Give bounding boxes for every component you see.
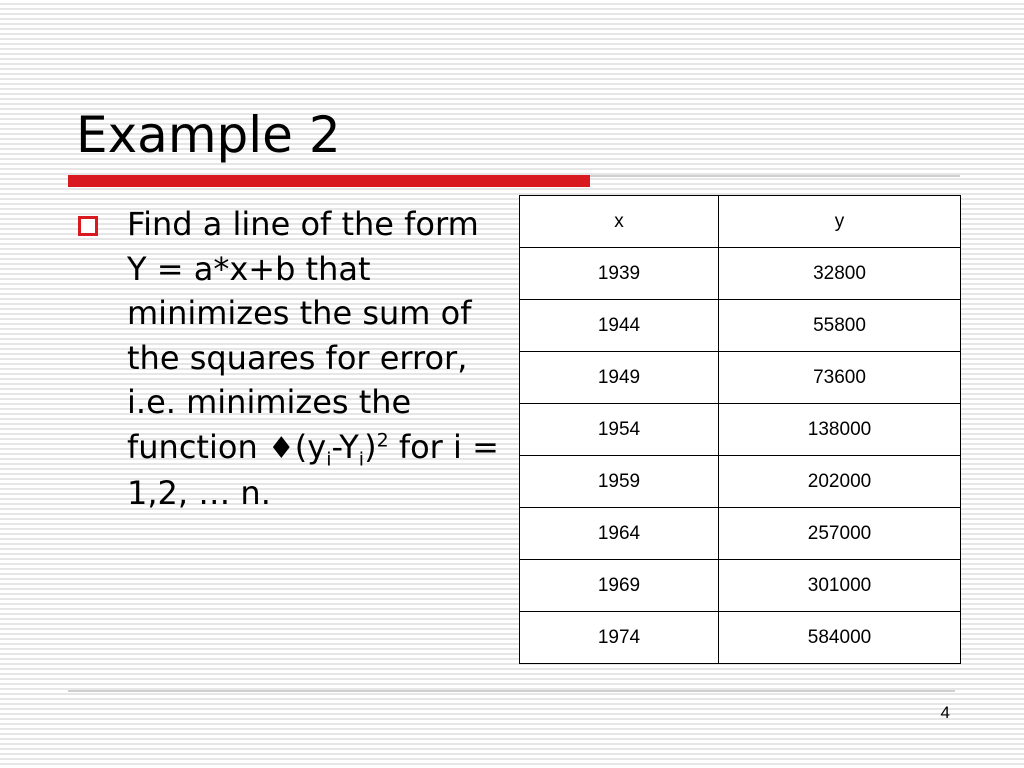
- formula-close: ): [364, 427, 377, 466]
- cell-y: 138000: [719, 404, 961, 456]
- cell-x: 1969: [520, 560, 719, 612]
- table-row: [520, 560, 961, 612]
- cell-x: 1939: [520, 248, 719, 300]
- table-row: [520, 456, 961, 508]
- formula-minus: -Y: [331, 427, 359, 466]
- page-number: 4: [940, 703, 950, 722]
- cell-y: 584000: [719, 612, 961, 664]
- subscript-i-upper: i: [358, 447, 365, 470]
- column-header-x: x: [520, 196, 719, 248]
- slide-title: Example 2: [76, 106, 341, 164]
- table-row: [520, 300, 961, 352]
- cell-x: 1964: [520, 508, 719, 560]
- table-row: [520, 508, 961, 560]
- cell-x: 1944: [520, 300, 719, 352]
- table-row: [520, 352, 961, 404]
- cell-y: 32800: [719, 248, 961, 300]
- table-header-row: [520, 196, 961, 248]
- bullet-text: [127, 202, 507, 516]
- cell-y: 73600: [719, 352, 961, 404]
- table-row: [520, 248, 961, 300]
- bullet-text-main: Find a line of the form Y = a*x+b that minimizes the sum of the squares for error, i.e. minimizes the function: [127, 205, 479, 466]
- footer-rule: [68, 690, 955, 692]
- cell-x: 1959: [520, 456, 719, 508]
- bullet-text-tail: for i = 1,2, … n.: [127, 427, 499, 512]
- title-underline-rule: [590, 175, 960, 177]
- hollow-square-bullet-icon: [78, 216, 98, 236]
- formula-exponent: 2: [376, 428, 389, 451]
- cell-x: 1949: [520, 352, 719, 404]
- cell-x: 1954: [520, 404, 719, 456]
- title-underline-accent: [68, 175, 590, 187]
- cell-y: 55800: [719, 300, 961, 352]
- subscript-i-lower: i: [326, 447, 332, 470]
- cell-y: 301000: [719, 560, 961, 612]
- column-header-y: y: [719, 196, 961, 248]
- formula-open: (y: [294, 427, 327, 466]
- table-row: [520, 404, 961, 456]
- cell-y: 257000: [719, 508, 961, 560]
- cell-y: 202000: [719, 456, 961, 508]
- sum-symbol: ♦: [267, 430, 295, 466]
- data-table: [519, 195, 961, 664]
- cell-x: 1974: [520, 612, 719, 664]
- table-row: [520, 612, 961, 664]
